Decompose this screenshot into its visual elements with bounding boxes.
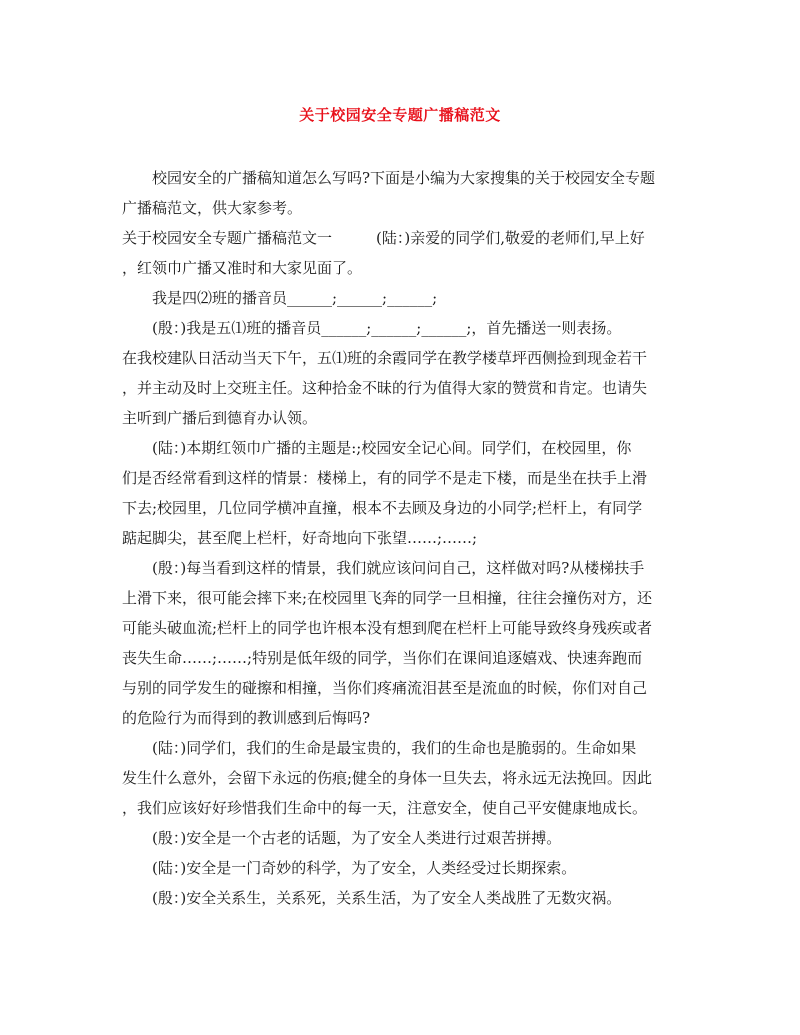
section-heading-line bbox=[122, 223, 682, 253]
body-line: (殷：)我是五⑴班的播音员______;______;______;，首先播送一则表扬。 bbox=[152, 319, 622, 337]
body-line: ，我们应该好好珍惜我们生命中的每一天，注意安全，使自己平安健康地成长。 bbox=[122, 799, 648, 817]
body-line: 我是四⑵班的播音员______;______;______; bbox=[152, 289, 438, 307]
document-body bbox=[122, 163, 682, 913]
body-line: ，并主动及时上交班主任。这种拾金不昧的行为值得大家的赞赏和肯定。也请失 bbox=[122, 379, 648, 397]
section-first-text: (陆：)亲爱的同学们,敬爱的老师们,早上好 bbox=[376, 229, 645, 247]
body-line: (陆：)安全是一门奇妙的科学，为了安全，人类经受过长期探索。 bbox=[152, 859, 577, 877]
body-line: 与别的同学发生的碰擦和相撞，当你们疼痛流泪甚至是流血的时候，你们对自己 bbox=[122, 679, 648, 697]
body-line: (陆：)本期红领巾广播的主题是:;校园安全记心间。同学们，在校园里，你 bbox=[152, 439, 632, 457]
body-line: 的危险行为而得到的教训感到后悔吗? bbox=[122, 709, 371, 727]
body-line: 们是否经常看到这样的情景：楼梯上，有的同学不是走下楼，而是坐在扶手上滑 bbox=[122, 469, 648, 487]
body-line: 发生什么意外，会留下永远的伤痕;健全的身体一旦失去，将永远无法挽回。因此 bbox=[122, 769, 653, 787]
body-line: (殷：)每当看到这样的情景，我们就应该问问自己，这样做对吗?从楼梯扶手 bbox=[152, 559, 645, 577]
body-line: 下去;校园里，几位同学横冲直撞，根本不去顾及身边的小同学;栏杆上，有同学 bbox=[122, 499, 643, 517]
body-line: 可能头破血流;栏杆上的同学也许根本没有想到爬在栏杆上可能导致终身残疾或者 bbox=[122, 619, 653, 637]
body-line: 在我校建队日活动当天下午，五⑴班的余霞同学在教学楼草坪西侧捡到现金若干 bbox=[122, 349, 648, 367]
body-line: 丧失生命……;……;特别是低年级的同学，当你们在课间追逐嬉戏、快速奔跑而 bbox=[122, 649, 643, 667]
intro-line-1: 校园安全的广播稿知道怎么写吗?下面是小编为大家搜集的关于校园安全专题 bbox=[152, 169, 656, 187]
body-line: (陆：)同学们，我们的生命是最宝贵的，我们的生命也是脆弱的。生命如果 bbox=[152, 739, 637, 757]
section-heading: 关于校园安全专题广播稿范文一 bbox=[122, 229, 333, 247]
intro-line-2: 广播稿范文，供大家参考。 bbox=[122, 199, 303, 217]
body-line: (殷：)安全是一个古老的话题，为了安全人类进行过艰苦拼搏。 bbox=[152, 829, 562, 847]
body-line: 踮起脚尖，甚至爬上栏杆，好奇地向下张望……;……; bbox=[122, 529, 478, 547]
document-title: 关于校园安全专题广播稿范文 bbox=[299, 106, 501, 124]
body-line: 主听到广播后到德育办认领。 bbox=[122, 409, 318, 427]
body-line: ，红领巾广播又准时和大家见面了。 bbox=[122, 259, 363, 277]
body-line: 上滑下来，很可能会摔下来;在校园里飞奔的同学一旦相撞，往往会撞伤对方，还 bbox=[122, 589, 653, 607]
body-line: (殷：)安全关系生，关系死，关系生活，为了安全人类战胜了无数灾祸。 bbox=[152, 889, 622, 907]
